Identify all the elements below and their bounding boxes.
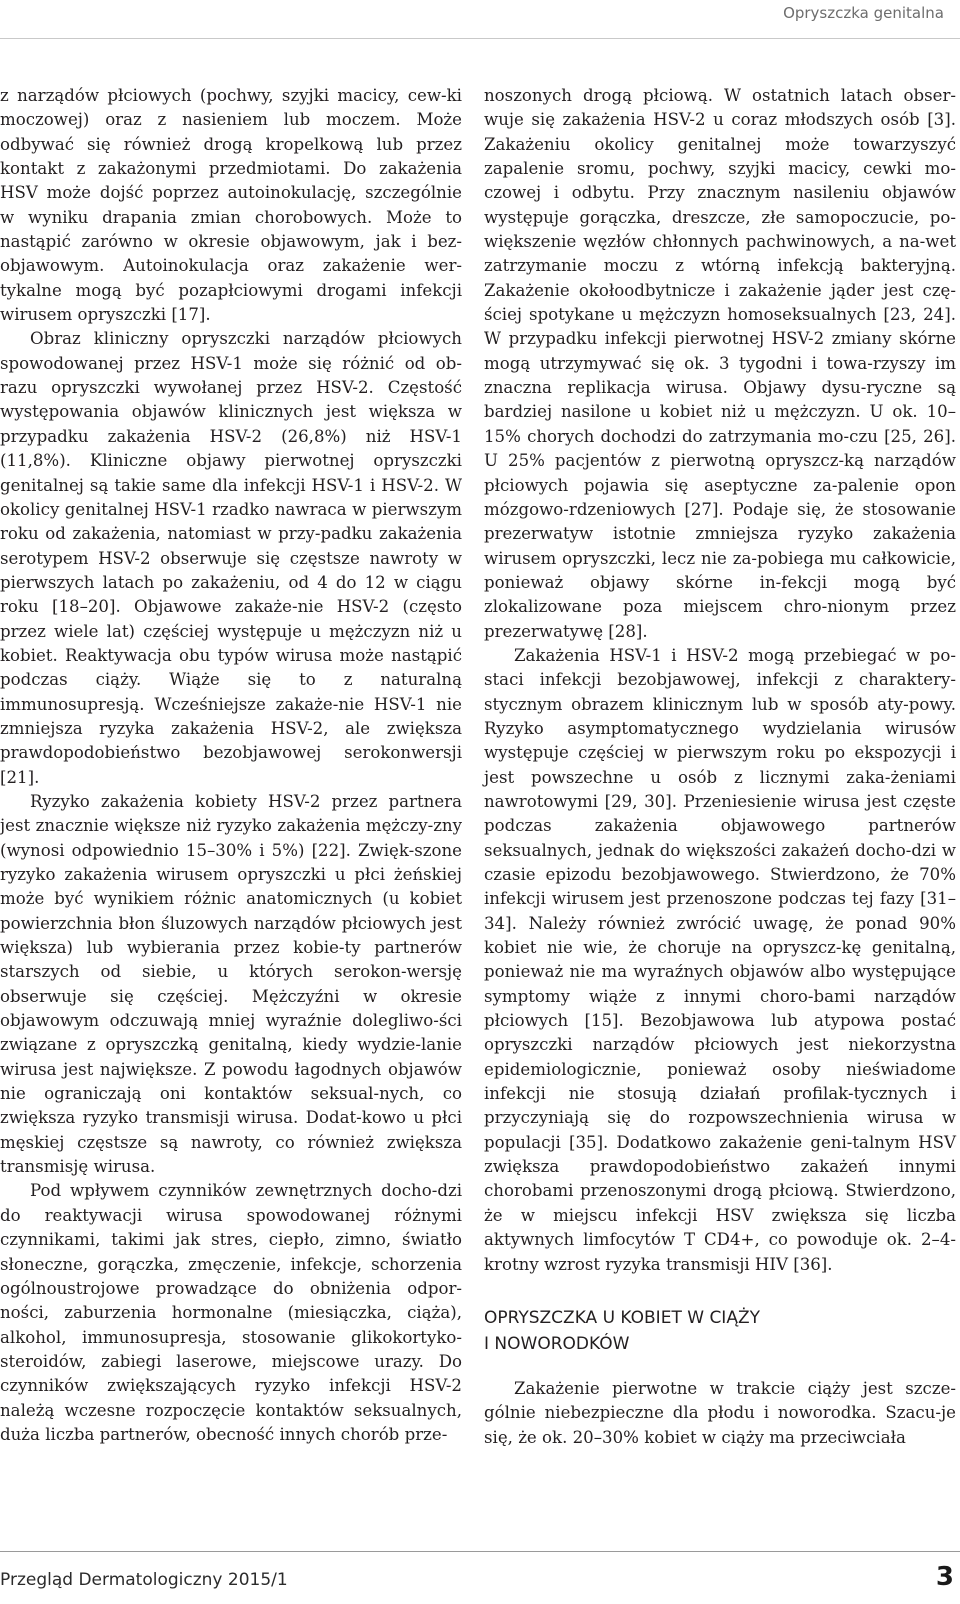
paragraph: Zakażenia HSV-1 i HSV-2 mogą przebiegać w po-staci infekcji bezobjawowej, infekcji z charaktery-stycznym obrazem klinicznym lub w sposób aty-powy. Ryzyko asymptomatycznego wydzielania wirusów występuje częściej w pierwszym roku po ekspozycji i jest powszechne u osób z licznymi zaka-żeniami nawrotowymi [29, 30]. Przeniesienie wirusa jest częste podczas zakażenia objawowego partnerów seksualnych, jednak do większości zakażeń docho-dzi w czasie epizodu bezobjawowego. Stwierdzono, że 70% infekcji wirusem jest przenoszone podczas tej fazy [31–34]. Należy również zwrócić uwagę, że ponad 90% kobiet nie wie, że choruje na opryszcz-kę genitalną, ponieważ nie ma wyraźnych objawów albo występujące symptomy wiąże z innymi choro-bami narządów płciowych [15]. Bezobjawowa lub atypowa postać opryszczki narządów płciowych jest niekorzystna epidemiologicznie, ponieważ osoby nieświadome infekcji nie stosują działań profilak-tycznych i przyczyniają się do rozpowszechnienia wirusa w populacji [35]. Dodatkowo zakażenie geni-talnym HSV zwiększa prawdopodobieństwo zakażeń innymi chorobami przenoszonymi drogą płciową. Stwierdzono, że w miejscu infekcji HSV zwiększa się liczba aktywnych limfocytów T CD4+, co powoduje ok. 2–4-krotny wzrost ryzyka transmisji HIV [36]. <box>484 645 956 1274</box>
journal-reference: Przegląd Dermatologiczny 2015/1 <box>0 1570 288 1590</box>
paragraph: noszonych drogą płciową. W ostatnich latach obser-wuje się zakażenia HSV-2 u coraz młodszych osób [3]. Zakażeniu okolicy genitalnej może towarzyszyć zapalenie sromu, pochwy, szyjki macicy, cewki mo-czowej i odbytu. Przy znacznym nasileniu objawów występuje gorączka, dreszcze, złe samopoczucie, po-większenie węzłów chłonnych pachwinowych, a na-wet zatrzymanie moczu z wtórną infekcją bakteryjną. Zakażenie okołoodbytnicze i zakażenie jąder jest czę-ściej spotykane u mężczyzn homoseksualnych [23, 24]. W przypadku infekcji pierwotnej HSV-2 zmiany skórne mogą utrzymywać się ok. 3 tygodni i towa-rzyszy im znaczna replikacja wirusa. Objawy dysu-ryczne są bardziej nasilone u kobiet niż u mężczyzn. U ok. 10–15% chorych dochodzi do zatrzymania mo-czu [25, 26]. U 25% pacjentów z pierwotną opryszcz-ką narządów płciowych pojawia się aseptyczne za-palenie opon mózgowo-rdzeniowych [27]. Podaje się, że stosowanie prezerwatyw istotnie zmniejsza ryzyko zakażenia wirusem opryszczki, lecz nie za-pobiega mu całkowicie, ponieważ objawy skórne in-fekcji mogą być zlokalizowane poza miejscem chro-nionym przez prezerwatywę [28]. <box>484 86 956 641</box>
section-heading-line: OPRYSZCZKA U KOBIET W CIĄŻY <box>484 1307 760 1328</box>
footer-divider <box>0 1551 960 1552</box>
running-title: Opryszczka genitalna <box>783 4 944 22</box>
paragraph: Zakażenie pierwotne w trakcie ciąży jest szcze-gólnie niebezpieczne dla płodu i noworodka. Szacu-je się, że ok. 20–30% kobiet w ciąży ma przeciwciała <box>484 1378 956 1447</box>
paragraph: Ryzyko zakażenia kobiety HSV-2 przez partnera jest znacznie większe niż ryzyko zakażenia mężczy-zny (wynosi odpowiednio 15–30% i 5%) [22]. Zwięk-szone ryzyko zakażenia wirusem opryszczki u płci żeńskiej może być wynikiem różnic anatomicznych (u kobiet powierzchnia błon śluzowych narządów płciowych jest większa) lub wybierania przez kobie-ty partnerów starszych od siebie, u których serokon-wersję obserwuje się częściej. Mężczyźni w okresie objawowym odczuwają mniej wyraźnie dolegliwo-ści związane z opryszczką genitalną, kiedy wydzie-lanie wirusa jest największe. Z powodu łagodnych objawów nie ograniczają oni kontaktów seksual-nych, co zwiększa ryzyko transmisji wirusa. Dodat-kowo u płci męskiej częstsze są nawroty, co również zwiększa transmisję wirusa. <box>0 791 462 1177</box>
section-heading-line: I NOWORODKÓW <box>484 1333 630 1354</box>
paragraph: Pod wpływem czynników zewnętrznych docho-dzi do reaktywacji wirusa spowodowanej różnymi czynnikami, takimi jak stres, ciepło, zimno, światło słoneczne, gorączka, zmęczenie, infekcje, schorzenia ogólnoustrojowe prowadzące do obniżenia odpor-ności, zaburzenia hormonalne (miesiączka, ciąża), alkohol, immunosupresja, stosowanie glikokortyko-steroidów, zabiegi laserowe, miejscowe urazy. Do czynników zwiększających ryzyko infekcji HSV-2 należą wczesne rozpoczęcie kontaktów seksualnych, duża liczba partnerów, obecność innych chorób prze- <box>0 1181 462 1444</box>
right-column <box>484 84 956 1450</box>
page-number: 3 <box>935 1562 954 1592</box>
paragraph: Obraz kliniczny opryszczki narządów płciowych spowodowanej przez HSV-1 może się różnić od ob-razu opryszczki wywołanej przez HSV-2. Częstość występowania objawów klinicznych jest większa w przypadku zakażenia HSV-2 (26,8%) niż HSV-1 (11,8%). Kliniczne objawy pierwotnej opryszczki genitalnej są takie same dla infekcji HSV-1 i HSV-2. W okolicy genitalnej HSV-1 rzadko nawraca w pierwszym roku od zakażenia, natomiast w przy-padku zakażenia serotypem HSV-2 obserwuje się częstsze nawroty w pierwszych latach po zakażeniu, od 4 do 12 w ciągu roku [18–20]. Objawowe zakaże-nie HSV-2 (często przez wiele lat) częściej występuje u mężczyzn niż u kobiet. Reaktywacja obu typów wirusa może nastąpić podczas ciąży. Wiąże się to z naturalną immunosupresją. Wcześniejsze zakaże-nie HSV-1 nie zmniejsza ryzyka zakażenia HSV-2, ale zwiększa prawdopodobieństwo bezobjawowej serokonwersji [21]. <box>0 329 462 787</box>
paragraph: z narządów płciowych (pochwy, szyjki macicy, cew-ki moczowej) oraz z nasieniem lub moczem. Może odbywać się również drogą kropelkową lub przez kontakt z zakażonymi przedmiotami. Do zakażenia HSV może dojść poprzez autoinokulację, szczególnie w wyniku drapania zmian chorobowych. Może to nastąpić zarówno w okresie objawowym, jak i bez-objawowym. Autoinokulacja oraz zakażenie wer-tykalne mogą być pozapłciowymi drogami infekcji wirusem opryszczki [17]. <box>0 86 462 325</box>
left-column <box>0 84 462 1447</box>
section-heading <box>484 1305 956 1357</box>
page-header <box>0 0 960 39</box>
